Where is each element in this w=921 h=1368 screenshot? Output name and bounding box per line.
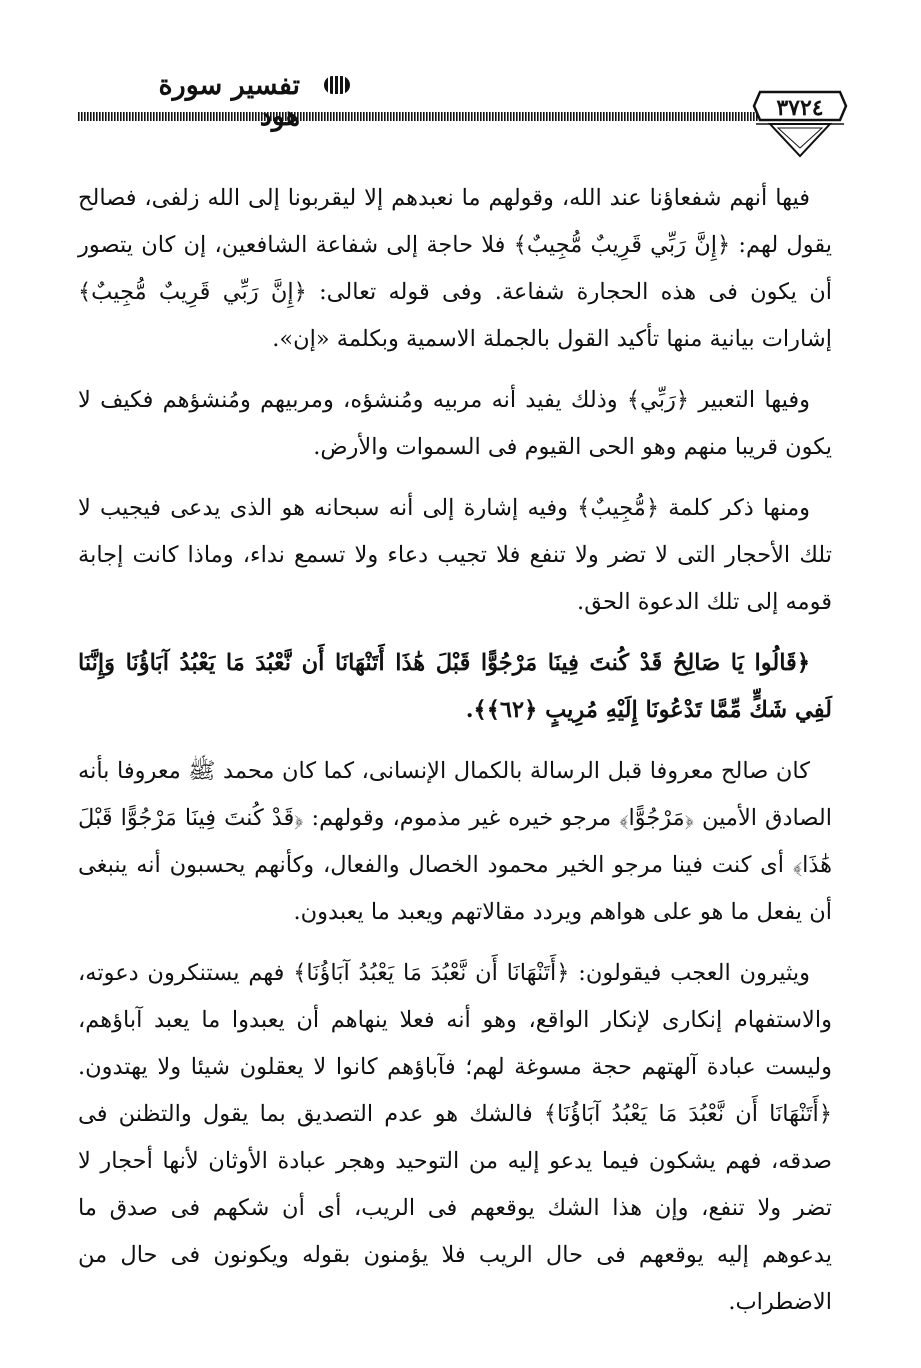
page-number: ٣٧٢٤ bbox=[776, 95, 824, 121]
paragraph: ويثيرون العجب فيقولون: ﴿أَتَنْهَانَا أَن نَّعْبُدَ مَا يَعْبُدُ آبَاؤُنَا﴾ فهم يستنكرون دعوته، والاستفهام إنكارى لإنكار الواقع، وهو أنه فعلا ينهاهم أن يعبدوا ما يعبد آباؤهم، وليست عبادة آلهتهم حجة مسوغة لهم؛ فآباؤهم كانوا لا يعقلون شيئا ولا يهتدون. ﴿أَتَنْهَانَا أَن نَّعْبُدَ مَا يَعْبُدُ آبَاؤُنَا﴾ فالشك هو عدم التصديق بما يقول والتظنن فى صدقه، فهم يشكون فيما يدعو إليه من التوحيد وهجر عبادة الأوثان لأنها أحجار لا تضر ولا تنفع، وإن هذا الشك يوقعهم فى الريب، أى أن شكهم فى صدق ما يدعوهم إليه يوقعهم فى حال الريب فلا يؤمنون بقوله ويكونون فى حال من الاضطراب. bbox=[78, 960, 832, 1315]
ornament-icon bbox=[322, 72, 352, 98]
text-body bbox=[78, 175, 832, 1326]
running-header-title: تفسير سورة bbox=[158, 70, 300, 101]
paragraph: وفيها التعبير ﴿رَبِّي﴾ وذلك يفيد أنه مربيه ومُنشؤه، ومربيهم ومُنشؤهم فكيف لا يكون قريبا منهم وهو الحى القيوم فى السموات والأرض. bbox=[78, 387, 832, 460]
paragraph: كان صالح معروفا قبل الرسالة بالكمال الإنسانى، كما كان محمد ﷺ معروفا بأنه الصادق الأمين ﴿مَرْجُوًّا﴾ مرجو خيره غير مذموم، وقولهم: ﴿قَدْ كُنتَ فِينَا مَرْجُوًّا قَبْلَ هَٰذَا﴾ أى كنت فينا مرجو الخير محمود الخصال والفعال، وكأنهم يحسبون أنه ينبغى أن يفعل ما هو على هواهم ويردد مقالاتهم ويعبد ما يعبدون. bbox=[78, 758, 832, 925]
header-rule bbox=[78, 112, 760, 121]
paragraph: فيها أنهم شفعاؤنا عند الله، وقولهم ما نعبدهم إلا ليقربونا إلى الله زلفى، فصالح يقول لهم: ﴿إِنَّ رَبِّي قَرِيبٌ مُّجِيبٌ﴾ فلا حاجة إلى شفاعة الشافعين، إن كان يتصور أن يكون فى هذه الحجارة شفاعة. وفى قوله تعالى: ﴿إِنَّ رَبِّي قَرِيبٌ مُّجِيبٌ﴾ إشارات بيانية منها تأكيد القول بالجملة الاسمية وبكلمة «إن». bbox=[78, 185, 832, 352]
quran-verse: ﴿قَالُوا يَا صَالِحُ قَدْ كُنتَ فِينَا مَرْجُوًّا قَبْلَ هَٰذَا أَتَنْهَانَا أَن نَّعْبُدَ مَا يَعْبُدُ آبَاؤُنَا وَإِنَّنَا لَفِي شَكٍّ مِّمَّا تَدْعُونَا إِلَيْهِ مُرِيبٍ ﴿٦٢﴾﴾. bbox=[78, 650, 832, 723]
paragraph: ومنها ذكر كلمة ﴿مُّجِيبٌ﴾ وفيه إشارة إلى أنه سبحانه هو الذى يدعى فيجيب لا تلك الأحجار التى لا تضر ولا تنفع فلا تجيب دعاء ولا تسمع نداء، وماذا كانت إجابة قومه إلى تلك الدعوة الحق. bbox=[78, 495, 832, 615]
